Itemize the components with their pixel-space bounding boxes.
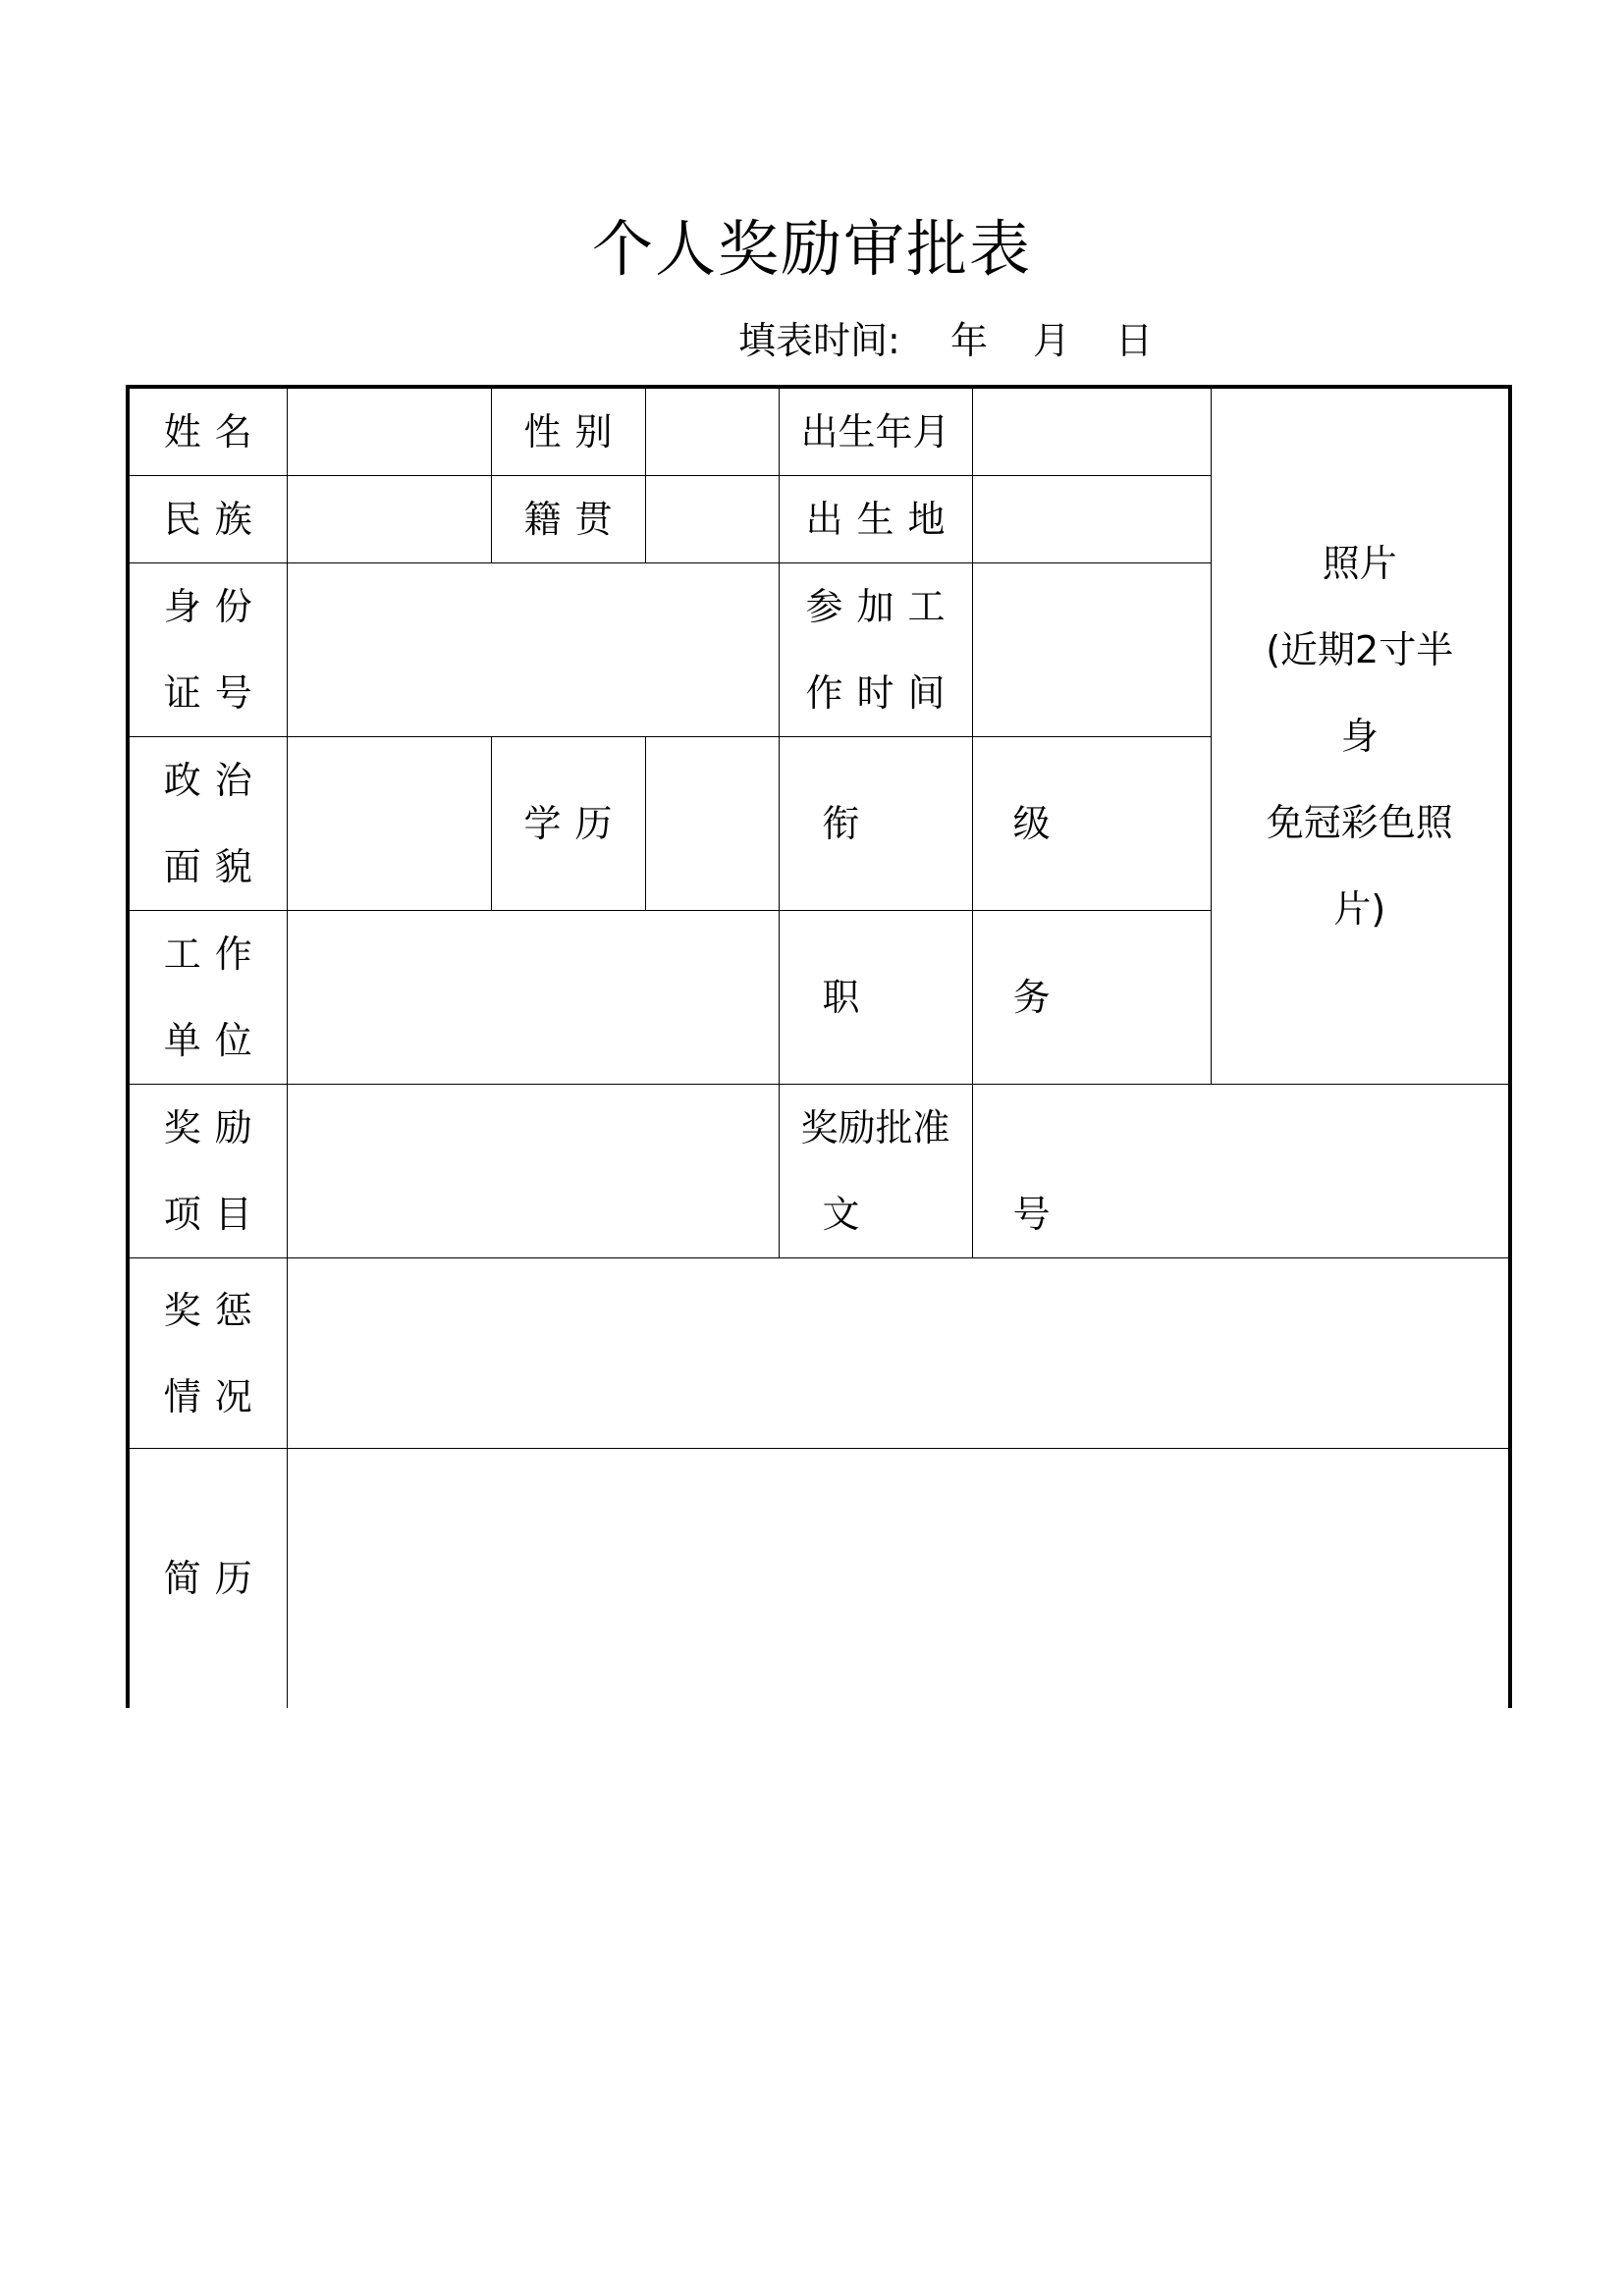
work-unit-label-line-2: 单位 <box>163 1019 266 1062</box>
work-start-label-line-1: 参加工 <box>805 585 959 628</box>
page-title: 个人奖励审批表 <box>591 213 1032 285</box>
id-number-label-line-2: 证号 <box>163 671 266 715</box>
political-status-label-line-1: 政治 <box>163 759 266 802</box>
day-label: 日 <box>1115 319 1154 362</box>
name-label: 姓名 <box>128 387 287 476</box>
ethnicity-label: 民族 <box>128 476 287 563</box>
form-row <box>128 1258 1510 1449</box>
approval-form-table <box>126 385 1512 1708</box>
gender-field[interactable] <box>645 387 779 476</box>
work-unit-label-line-1: 工作 <box>163 933 266 976</box>
birthplace-label: 出生地 <box>779 476 972 563</box>
birth-month-field[interactable] <box>972 387 1211 476</box>
work-start-field[interactable] <box>972 563 1211 737</box>
photo-label-line-4: 免冠彩色照 <box>1266 801 1453 844</box>
native-place-label: 籍贯 <box>491 476 645 563</box>
award-item-label-line-1: 奖励 <box>163 1106 266 1149</box>
rewards-punishments-label-line-2: 情况 <box>163 1374 266 1418</box>
photo-label-line-2: (近期2寸半 <box>1266 628 1454 671</box>
education-label: 学历 <box>491 737 645 911</box>
birth-month-label: 出生年月 <box>779 387 972 476</box>
year-label: 年 <box>950 319 989 362</box>
photo-label-line-1: 照片 <box>1322 542 1397 585</box>
work-start-label-line-2: 作时间 <box>805 671 959 715</box>
work-unit-label <box>128 911 287 1085</box>
award-item-field[interactable] <box>287 1085 779 1258</box>
approval-doc-label-line-1: 奖励批准 <box>800 1106 950 1149</box>
name-field[interactable] <box>287 387 491 476</box>
fill-date-label: 填表时间: <box>738 319 900 362</box>
fill-date-line <box>738 316 1198 365</box>
rewards-punishments-label-line-1: 奖惩 <box>163 1288 266 1332</box>
birthplace-field[interactable] <box>972 476 1211 563</box>
photo-label-line-5: 片) <box>1333 887 1386 931</box>
gender-label: 性别 <box>491 387 645 476</box>
award-item-label <box>128 1085 287 1258</box>
rank-label: 衔 级 <box>779 737 972 911</box>
id-number-label <box>128 563 287 737</box>
photo-label-line-3: 身 <box>1340 715 1379 758</box>
political-status-label-line-2: 面貌 <box>163 845 266 888</box>
political-status-label <box>128 737 287 911</box>
native-place-field[interactable] <box>645 476 779 563</box>
id-number-field[interactable] <box>287 563 779 737</box>
rewards-punishments-label <box>128 1258 287 1449</box>
id-number-label-line-1: 身份 <box>163 585 266 628</box>
ethnicity-field[interactable] <box>287 476 491 563</box>
political-status-field[interactable] <box>287 737 491 911</box>
approval-doc-label <box>779 1085 1094 1258</box>
form-row <box>128 1449 1510 1708</box>
work-unit-field[interactable] <box>287 911 779 1085</box>
month-label: 月 <box>1033 319 1071 362</box>
form-row <box>128 1085 1510 1258</box>
rewards-punishments-field[interactable] <box>287 1258 1510 1449</box>
work-start-label <box>779 563 972 737</box>
award-item-label-line-2: 项目 <box>163 1193 266 1236</box>
photo-box[interactable] <box>1211 387 1510 1085</box>
approval-doc-label-line-2: 文 号 <box>822 1193 1094 1236</box>
position-label: 职 务 <box>779 911 972 1085</box>
resume-label: 简历 <box>128 1449 287 1708</box>
resume-field[interactable] <box>287 1449 1510 1708</box>
form-row <box>128 387 1510 476</box>
education-field[interactable] <box>645 737 779 911</box>
